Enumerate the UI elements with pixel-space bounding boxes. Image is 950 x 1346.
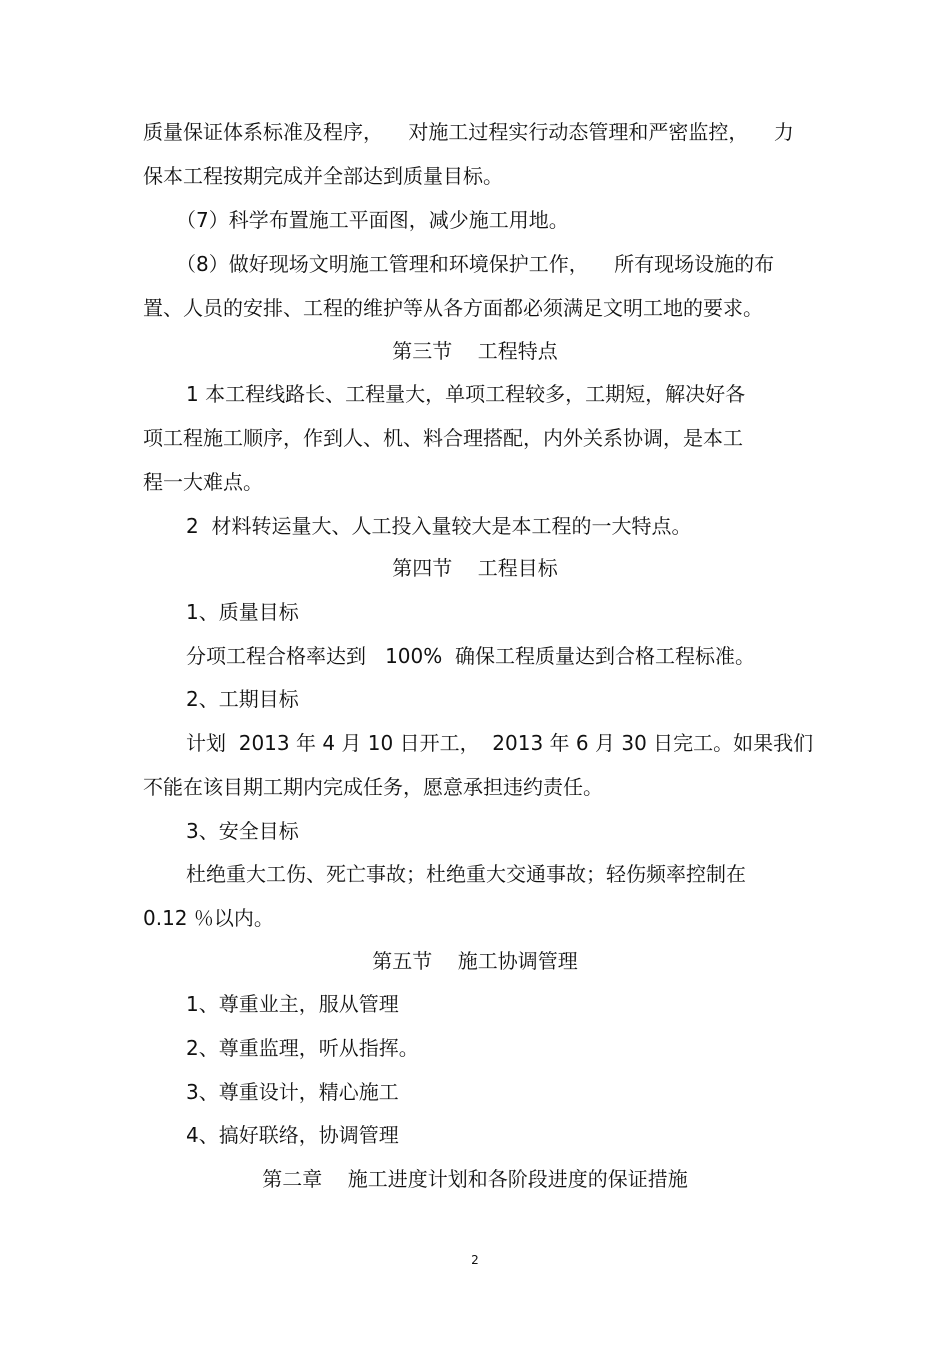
paragraph-line: 0.12 ％以内。	[143, 906, 274, 930]
section-heading: 第四节 工程目标	[392, 556, 558, 580]
paragraph-line: 项工程施工顺序，作到人、机、料合理搭配，内外关系协调，是本工	[143, 426, 743, 450]
paragraph-line: 分项工程合格率达到 100% 确保工程质量达到合格工程标准。	[186, 644, 755, 668]
list-item: 3、尊重设计，精心施工	[186, 1080, 399, 1104]
section-heading: 第五节 施工协调管理	[372, 949, 578, 973]
list-item: 3、安全目标	[186, 819, 299, 843]
page-number: 2	[471, 1253, 479, 1267]
list-item: 1、尊重业主，服从管理	[186, 992, 399, 1016]
list-item: 4、搞好联络，协调管理	[186, 1123, 399, 1147]
list-item: 2、工期目标	[186, 687, 299, 711]
paragraph-line: 计划 2013 年 4 月 10 日开工， 2013 年 6 月 30 日完工。如果我们	[186, 731, 814, 755]
paragraph-line: 保本工程按期完成并全部达到质量目标。	[143, 164, 503, 188]
list-item: 1、质量目标	[186, 600, 299, 624]
paragraph-line: 2 材料转运量大、人工投入量较大是本工程的一大特点。	[186, 514, 692, 538]
list-item: 2、尊重监理，听从指挥。	[186, 1036, 419, 1060]
chapter-heading: 第二章 施工进度计划和各阶段进度的保证措施	[262, 1167, 688, 1191]
paragraph-line: （8）做好现场文明施工管理和环境保护工作， 所有现场设施的布	[176, 252, 775, 276]
paragraph-line: 不能在该目期工期内完成任务，愿意承担违约责任。	[143, 775, 603, 799]
paragraph-line: 程一大难点。	[143, 470, 263, 494]
paragraph-line: 质量保证体系标准及程序， 对施工过程实行动态管理和严密监控， 力	[143, 120, 794, 144]
section-heading: 第三节 工程特点	[392, 339, 558, 363]
paragraph-line: 杜绝重大工伤、死亡事故；杜绝重大交通事故；轻伤频率控制在	[186, 862, 746, 886]
paragraph-line: 1 本工程线路长、工程量大，单项工程较多，工期短，解决好各	[186, 382, 746, 406]
paragraph-line: （7）科学布置施工平面图，减少施工用地。	[176, 208, 569, 232]
paragraph-line: 置、人员的安排、工程的维护等从各方面都必须满足文明工地的要求。	[143, 296, 763, 320]
